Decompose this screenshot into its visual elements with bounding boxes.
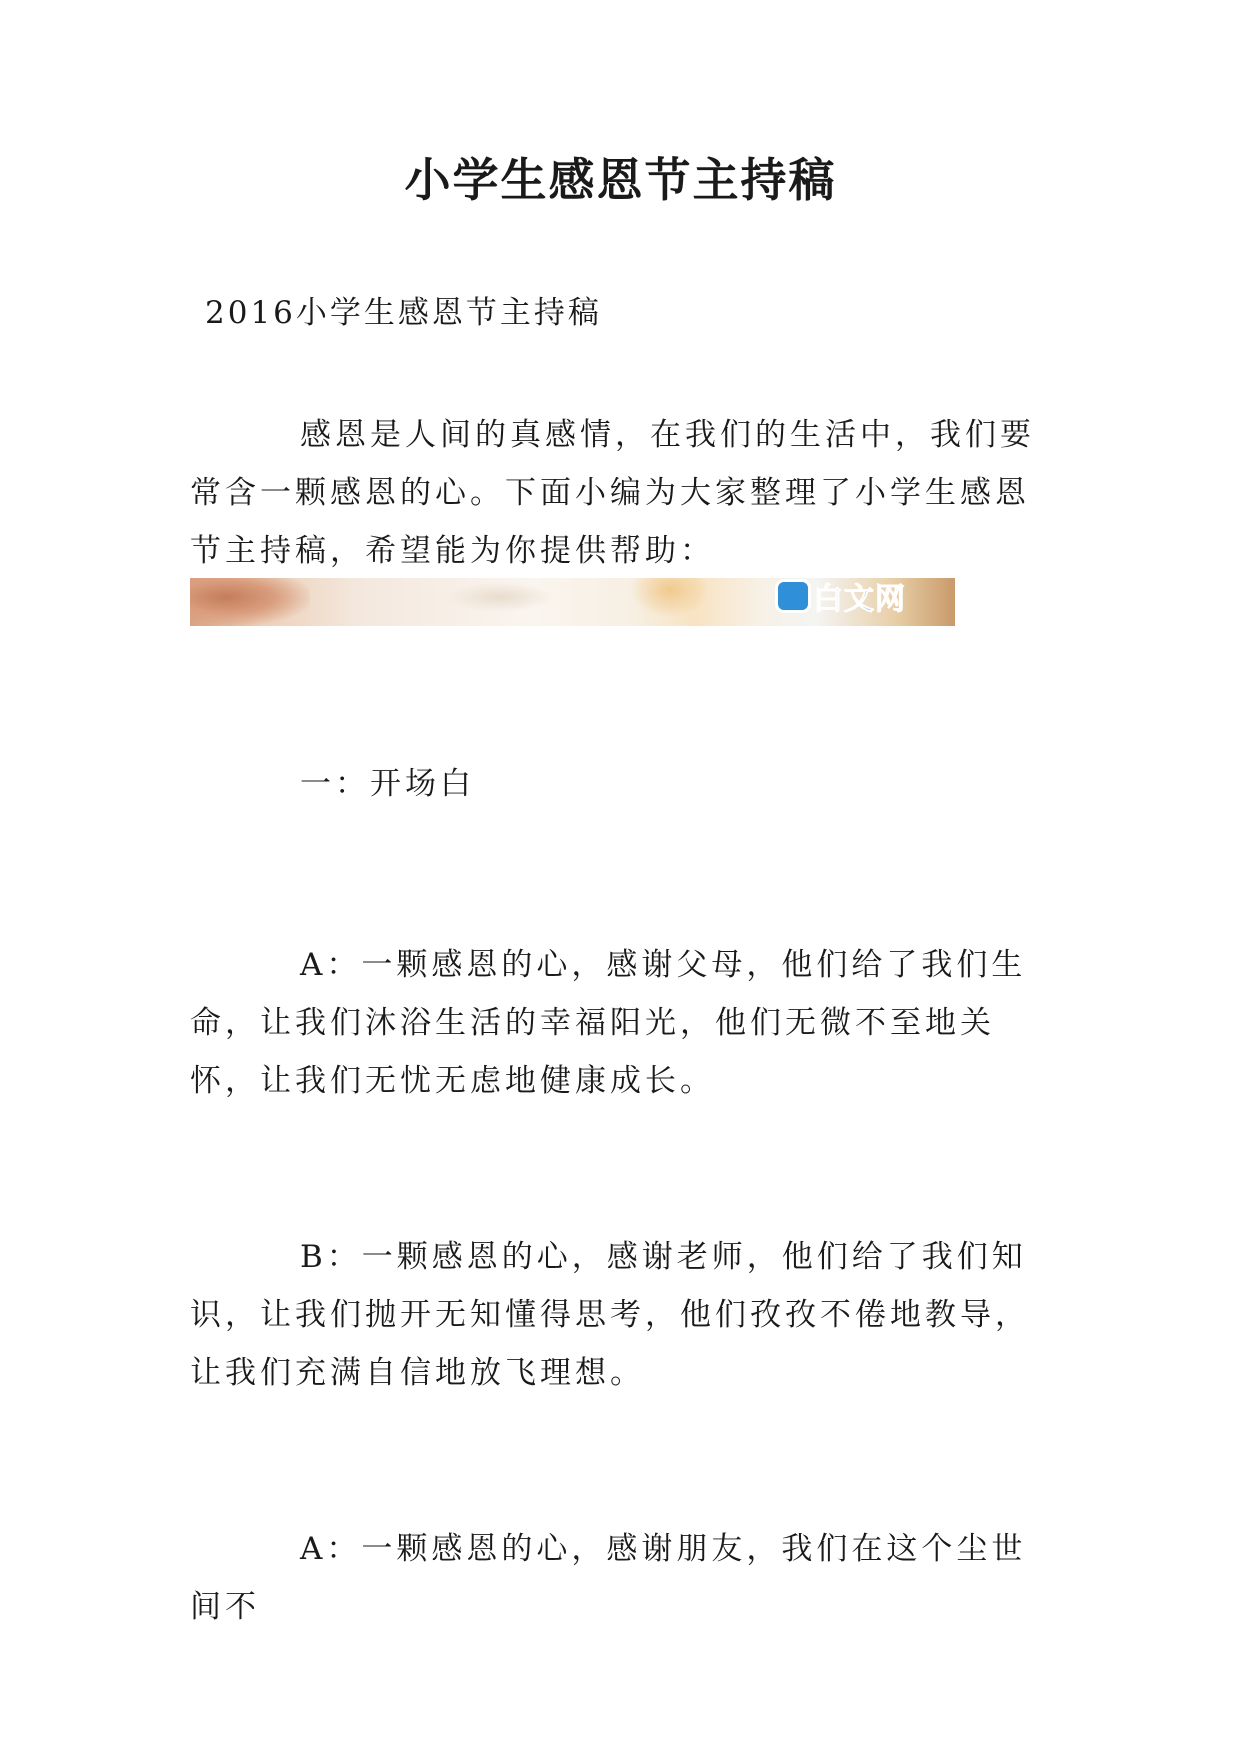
section-heading: 一：开场白: [300, 766, 475, 802]
banner-image: [190, 578, 955, 626]
site-logo: [775, 578, 906, 620]
intro-paragraph: 感恩是人间的真感情，在我们的生活中，我们要常含一颗感恩的心。下面小编为大家整理了小学生感恩节主持稿，希望能为你提供帮助：: [190, 417, 1035, 569]
dialogue-paragraph-a2: A：一颗感恩的心，感谢朋友，我们在这个尘世间不: [190, 1531, 1027, 1625]
logo-book-icon: [775, 579, 811, 613]
logo-text: 白文网: [813, 582, 906, 617]
document-title: 小学生感恩节主持稿: [404, 153, 837, 207]
banner-photo-center: [445, 582, 555, 612]
banner-photo-left: [190, 578, 310, 626]
dialogue-paragraph-a1: A：一颗感恩的心，感谢父母，他们给了我们生命，让我们沐浴生活的幸福阳光，他们无微不至地关怀，让我们无忧无虑地健康成长。: [190, 947, 1027, 1099]
document-subtitle: 2016小学生感恩节主持稿: [205, 295, 602, 331]
banner-photo-highlight: [630, 578, 710, 618]
dialogue-paragraph-b1: B：一颗感恩的心，感谢老师，他们给了我们知识，让我们抛开无知懂得思考，他们孜孜不倦地教导，让我们充满自信地放飞理想。: [190, 1239, 1030, 1391]
